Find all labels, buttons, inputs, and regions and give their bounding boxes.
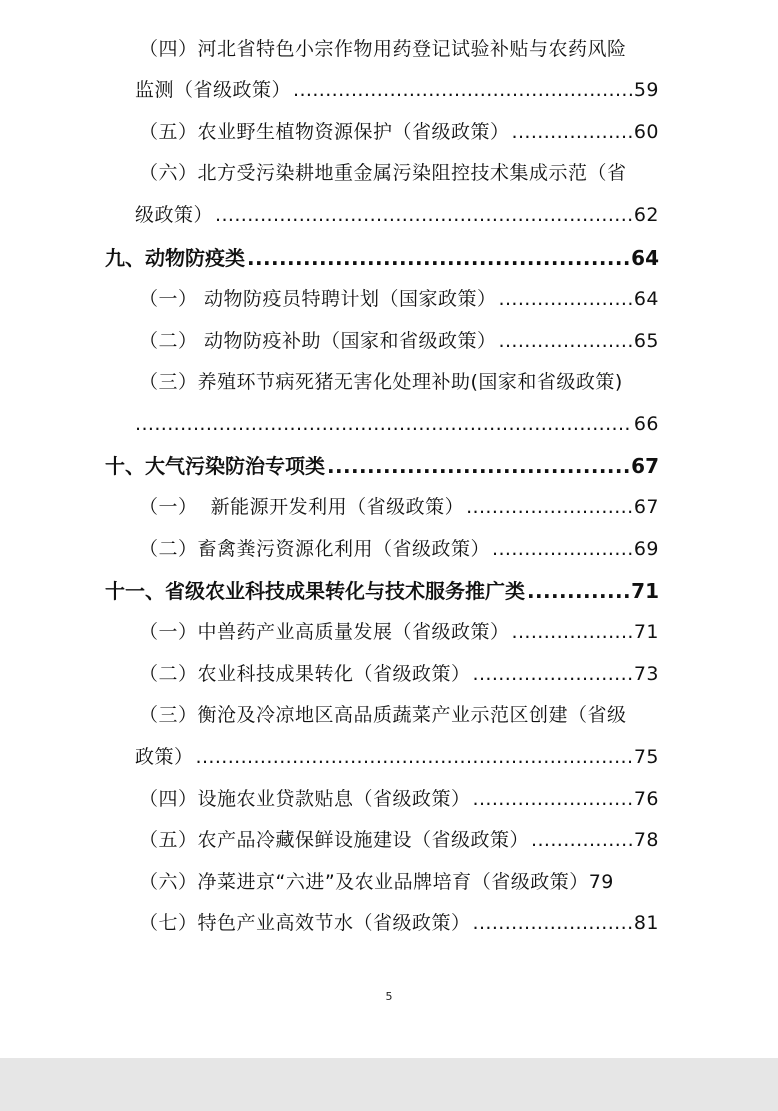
toc-section-heading	[105, 445, 659, 487]
toc-entry-title: （三）衡沧及冷凉地区高品质蔬菜产业示范区创建（省级	[139, 704, 627, 726]
toc-entry	[139, 486, 659, 528]
toc-entry-title: 政策）	[135, 746, 194, 768]
toc-leader-dots	[135, 403, 632, 445]
toc-entry	[135, 69, 659, 111]
toc-section-heading	[105, 570, 659, 612]
toc-page-number: 67	[633, 496, 659, 518]
toc-entry-title: （七）特色产业高效节水（省级政策）	[139, 912, 471, 934]
toc-page-number: 71	[631, 579, 659, 603]
toc-entry-title: （二） 动物防疫补助（国家和省级政策）	[139, 330, 497, 352]
toc-entry	[139, 694, 659, 736]
toc-entry-title: （六）北方受污染耕地重金属污染阻控技术集成示范（省	[139, 162, 627, 184]
toc-section-title: 九、动物防疫类	[105, 246, 245, 270]
toc-entry-title: （二）农业科技成果转化（省级政策）	[139, 663, 471, 685]
toc-entry	[139, 152, 659, 194]
toc-page-number: 64	[633, 288, 659, 310]
toc-entry-title: （五）农业野生植物资源保护（省级政策）	[139, 121, 510, 143]
toc-leader-dots	[473, 902, 632, 944]
toc-page-number: 78	[633, 829, 659, 851]
toc-entry	[139, 861, 674, 903]
toc-entry	[139, 111, 659, 153]
toc-entry-title: （五）农产品冷藏保鲜设施建设（省级政策）	[139, 829, 530, 851]
toc-entry	[139, 653, 659, 695]
toc-page-number: 73	[633, 663, 659, 685]
toc-leader-dots	[527, 570, 629, 612]
toc-entry	[139, 902, 659, 944]
toc-entry	[139, 278, 659, 320]
toc-entry-title: （一） 新能源开发利用（省级政策）	[139, 496, 465, 518]
toc-entry	[139, 528, 659, 570]
toc-entry-title: 级政策）	[135, 204, 214, 226]
toc-entry	[135, 194, 659, 236]
toc-entry-title: 监测（省级政策）	[135, 79, 292, 101]
toc-entry	[139, 819, 659, 861]
toc-entry-title: （四）河北省特色小宗作物用药登记试验补贴与农药风险	[139, 38, 627, 60]
toc-leader-dots	[499, 278, 632, 320]
toc-page-number: 64	[631, 246, 659, 270]
toc-page-number: 75	[633, 746, 659, 768]
toc-page-number: 62	[633, 204, 659, 226]
toc-entry	[139, 28, 659, 70]
toc-section-title: 十一、省级农业科技成果转化与技术服务推广类	[105, 579, 525, 603]
toc-section-heading	[105, 237, 659, 279]
toc-entry	[135, 403, 659, 445]
toc-page-number: 69	[633, 538, 659, 560]
toc-entry-title: （二）畜禽粪污资源化利用（省级政策）	[139, 538, 491, 560]
toc-leader-dots	[473, 653, 632, 695]
toc-entry-title: （三）养殖环节病死猪无害化处理补助(国家和省级政策)	[139, 371, 623, 393]
toc-page-number: 67	[631, 454, 659, 478]
page-number-footer: 5	[385, 990, 393, 1003]
toc-leader-dots	[492, 528, 632, 570]
toc-leader-dots	[247, 237, 629, 279]
toc-page-number: 81	[633, 912, 659, 934]
toc-leader-dots	[215, 194, 632, 236]
toc-leader-dots	[473, 778, 632, 820]
toc-entry	[135, 736, 659, 778]
toc-leader-dots	[512, 111, 632, 153]
toc-entry-title: （一）中兽药产业高质量发展（省级政策）	[139, 621, 510, 643]
toc-leader-dots	[466, 486, 632, 528]
toc-page-number: 66	[633, 413, 659, 435]
toc-entry	[139, 361, 664, 403]
toc-page-number: 76	[633, 788, 659, 810]
toc-entry-title: （一） 动物防疫员特聘计划（国家政策）	[139, 288, 497, 310]
toc-page-number: 60	[633, 121, 659, 143]
toc-page-number: 59	[633, 79, 659, 101]
toc-leader-dots	[196, 736, 632, 778]
toc-section-title: 十、大气污染防治专项类	[105, 454, 325, 478]
toc-page-number: 71	[633, 621, 659, 643]
toc-entry-title: （四）设施农业贷款贴息（省级政策）	[139, 788, 471, 810]
toc-leader-dots	[327, 445, 629, 487]
toc-entry	[139, 778, 659, 820]
toc-leader-dots	[293, 69, 632, 111]
toc-page-number: 79	[588, 871, 614, 893]
toc-entry-title: （六）净菜进京“六进”及农业品牌培育（省级政策）	[139, 871, 589, 893]
toc-leader-dots	[531, 819, 632, 861]
toc-page-number: 65	[633, 330, 659, 352]
toc-leader-dots	[512, 611, 632, 653]
toc-leader-dots	[499, 320, 632, 362]
toc-entry	[139, 611, 659, 653]
toc-entry	[139, 320, 659, 362]
